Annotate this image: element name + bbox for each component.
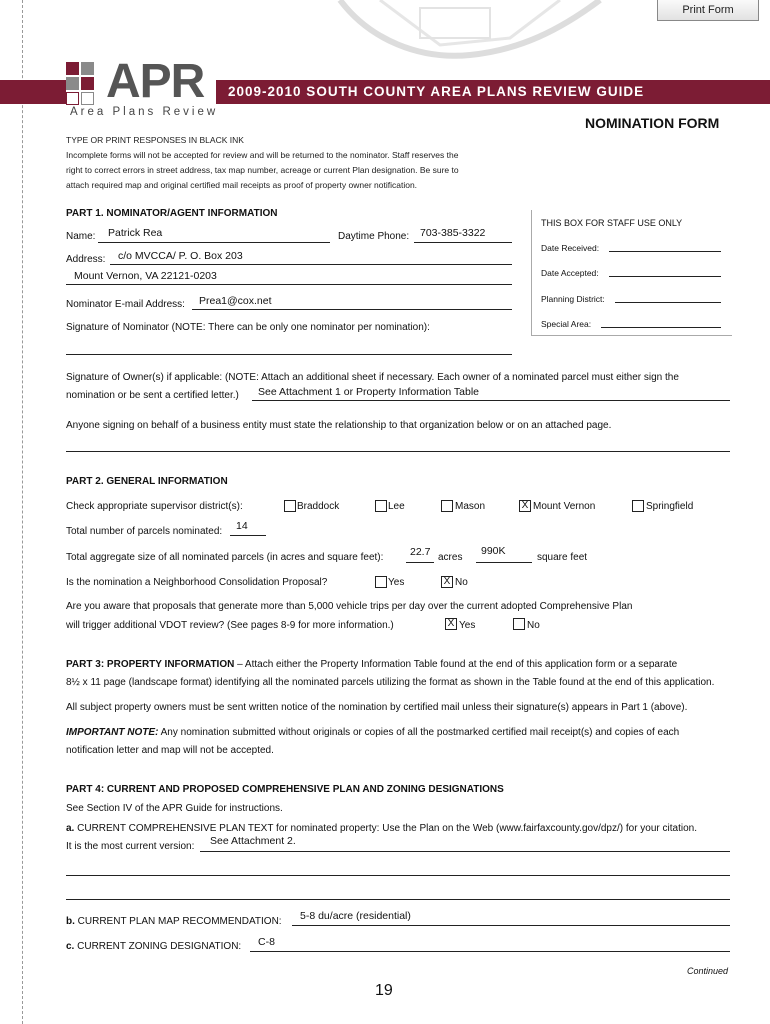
vdot-question: Are you aware that proposals that generate more than 5,000 vehicle trips per day over the current adopted Comprehensive Plan <box>66 601 633 612</box>
part4-a <box>66 823 697 834</box>
owner-signature-field[interactable]: See Attachment 1 or Property Information Table <box>258 386 480 398</box>
email-underline <box>192 309 512 310</box>
intro-line: attach required map and original certified mail receipts as proof of property owner notification. <box>66 180 418 190</box>
date-accepted-label: Date Accepted: <box>541 268 599 278</box>
vdot-yes-label: Yes <box>459 620 476 631</box>
vdot-no-checkbox[interactable] <box>513 618 525 630</box>
mason-checkbox[interactable] <box>441 500 453 512</box>
logo-square-icon <box>66 62 79 75</box>
acres-field[interactable]: 22.7 <box>410 546 431 558</box>
sqft-label: square feet <box>537 552 588 563</box>
intro-text <box>66 133 459 193</box>
page-number: 19 <box>375 982 393 999</box>
part4-c-letter: c. <box>66 941 75 952</box>
date-received-line <box>609 251 721 252</box>
acres-underline <box>406 562 434 563</box>
plan-map-underline <box>292 925 730 926</box>
zoning-underline <box>250 951 730 952</box>
print-form-button[interactable]: Print Form <box>657 0 759 21</box>
current-plan-underline <box>200 851 730 852</box>
planning-district-label: Planning District: <box>541 294 605 304</box>
part4-heading: PART 4: CURRENT AND PROPOSED COMPREHENSIVE PLAN AND ZONING DESIGNATIONS <box>66 784 504 795</box>
part4-b-letter: b. <box>66 916 75 927</box>
name-label: Name: <box>66 231 96 242</box>
phone-underline <box>414 242 512 243</box>
acres-label: acres <box>438 552 463 563</box>
email-field[interactable]: Prea1@cox.net <box>199 295 272 307</box>
part4-see-section: See Section IV of the APR Guide for instructions. <box>66 803 283 814</box>
part2-heading: PART 2. GENERAL INFORMATION <box>66 476 228 487</box>
date-accepted-line <box>609 276 721 277</box>
logo-square-icon <box>81 92 94 105</box>
vdot-question-2: will trigger additional VDOT review? (See pages 8-9 for more information.) <box>66 620 394 631</box>
logo-subtitle: Area Plans Review <box>70 106 219 118</box>
part4-c <box>66 941 241 952</box>
form-title: NOMINATION FORM <box>585 115 720 131</box>
signature-label: Signature of Nominator (NOTE: There can be only one nominator per nomination): <box>66 322 430 333</box>
consolidation-no-checkbox[interactable]: X <box>441 576 453 588</box>
staff-use-box <box>531 210 732 336</box>
phone-field[interactable]: 703-385-3322 <box>420 227 486 239</box>
mount-vernon-checkbox[interactable]: X <box>519 500 531 512</box>
current-plan-line[interactable] <box>66 899 730 900</box>
logo-square-icon <box>66 77 79 90</box>
address-label: Address: <box>66 254 106 265</box>
part4-b <box>66 916 282 927</box>
owner-signature-underline <box>252 400 730 401</box>
size-label: Total aggregate size of all nominated parcels (in acres and square feet): <box>66 552 384 563</box>
parcels-field[interactable]: 14 <box>236 520 248 532</box>
special-area-label: Special Area: <box>541 319 592 329</box>
intro-line: right to correct errors in street address, tax map number, acreage or current Plan designation. Be sure to <box>66 165 459 175</box>
part1-heading: PART 1. NOMINATOR/AGENT INFORMATION <box>66 208 278 219</box>
logo-square-icon <box>81 77 94 90</box>
part4-b-text: CURRENT PLAN MAP RECOMMENDATION: <box>74 916 282 927</box>
consolidation-no-label: No <box>455 577 468 588</box>
important-note <box>66 727 679 738</box>
part3-heading: PART 3: PROPERTY INFORMATION <box>66 659 235 670</box>
plan-map-field[interactable]: 5-8 du/acre (residential) <box>300 910 411 922</box>
part4-a-text: CURRENT COMPREHENSIVE PLAN TEXT for nominated property: Use the Plan on the Web (www.fairfaxcounty.gov/dpz/) for your citation. <box>74 823 697 834</box>
owner-signature-label: Signature of Owner(s) if applicable: (NOTE: Attach an additional sheet if necessary. Each owner of a nominated parcel must either sign the <box>66 372 679 383</box>
logo-text: APR <box>106 55 205 108</box>
address-underline <box>110 264 512 265</box>
address-field-line2[interactable]: Mount Vernon, VA 22121-0203 <box>74 270 217 282</box>
part3-intro <box>66 659 677 670</box>
owner-signature-label-2: nomination or be sent a certified letter.) <box>66 390 239 401</box>
part3-text: – Attach either the Property Information Table found at the end of this application form or a separate <box>234 659 678 670</box>
braddock-checkbox[interactable] <box>284 500 296 512</box>
vdot-no-label: No <box>527 620 540 631</box>
lee-label: Lee <box>388 501 405 512</box>
background-map-graphic <box>300 0 650 80</box>
important-text: Any nomination submitted without originals or copies of all the postmarked certified mail receipt(s) and copies of each <box>158 727 680 738</box>
vdot-yes-checkbox[interactable]: X <box>445 618 457 630</box>
margin-guide <box>22 0 23 1024</box>
phone-label: Daytime Phone: <box>338 231 410 242</box>
part3-line3: All subject property owners must be sent written notice of the nomination by certified mail unless their signature(s) appears in Part 1 (above). <box>66 702 688 713</box>
part4-a-letter: a. <box>66 823 75 834</box>
lee-checkbox[interactable] <box>375 500 387 512</box>
springfield-label: Springfield <box>646 501 694 512</box>
address-underline <box>66 284 512 285</box>
part4-a-line2: It is the most current version: <box>66 841 195 852</box>
signature-line[interactable] <box>66 354 512 355</box>
current-plan-line[interactable] <box>66 875 730 876</box>
braddock-label: Braddock <box>297 501 340 512</box>
sqft-field[interactable]: 990K <box>481 545 506 557</box>
mount-vernon-label: Mount Vernon <box>533 501 596 512</box>
parcels-label: Total number of parcels nominated: <box>66 526 223 537</box>
mason-label: Mason <box>455 501 486 512</box>
continued-label: Continued <box>687 966 729 976</box>
business-relationship-line[interactable] <box>66 451 730 452</box>
consolidation-label: Is the nomination a Neighborhood Consolidation Proposal? <box>66 577 328 588</box>
guide-title: 2009-2010 SOUTH COUNTY AREA PLANS REVIEW GUIDE <box>228 84 645 99</box>
email-label: Nominator E-mail Address: <box>66 299 185 310</box>
intro-line: Incomplete forms will not be accepted for review and will be returned to the nominator. Staff reserves the <box>66 150 459 160</box>
date-received-label: Date Received: <box>541 243 600 253</box>
parcels-underline <box>230 535 266 536</box>
districts-label: Check appropriate supervisor district(s): <box>66 501 243 512</box>
logo-square-icon <box>81 62 94 75</box>
logo-square-icon <box>66 92 79 105</box>
consolidation-yes-label: Yes <box>388 577 405 588</box>
business-note: Anyone signing on behalf of a business entity must state the relationship to that organization below or on an attached page. <box>66 420 612 431</box>
sqft-underline <box>476 562 532 563</box>
consolidation-yes-checkbox[interactable] <box>375 576 387 588</box>
address-field-line1[interactable]: c/o MVCCA/ P. O. Box 203 <box>118 250 243 262</box>
planning-district-line <box>615 302 721 303</box>
zoning-field[interactable]: C-8 <box>258 936 275 948</box>
intro-line: TYPE OR PRINT RESPONSES IN BLACK INK <box>66 135 244 145</box>
important-label: IMPORTANT NOTE: <box>66 727 159 738</box>
part4-c-text: CURRENT ZONING DESIGNATION: <box>74 941 242 952</box>
name-underline <box>98 242 330 243</box>
part3-line2: 8½ x 11 page (landscape format) identifying all the nominated parcels utilizing the format as shown in the Table found at the end of this application. <box>66 677 715 688</box>
name-field[interactable]: Patrick Rea <box>108 227 163 239</box>
current-plan-text-field[interactable]: See Attachment 2. <box>210 835 296 847</box>
special-area-line <box>601 327 721 328</box>
important-note-2: notification letter and map will not be accepted. <box>66 745 274 756</box>
staff-box-title: THIS BOX FOR STAFF USE ONLY <box>541 218 683 228</box>
springfield-checkbox[interactable] <box>632 500 644 512</box>
